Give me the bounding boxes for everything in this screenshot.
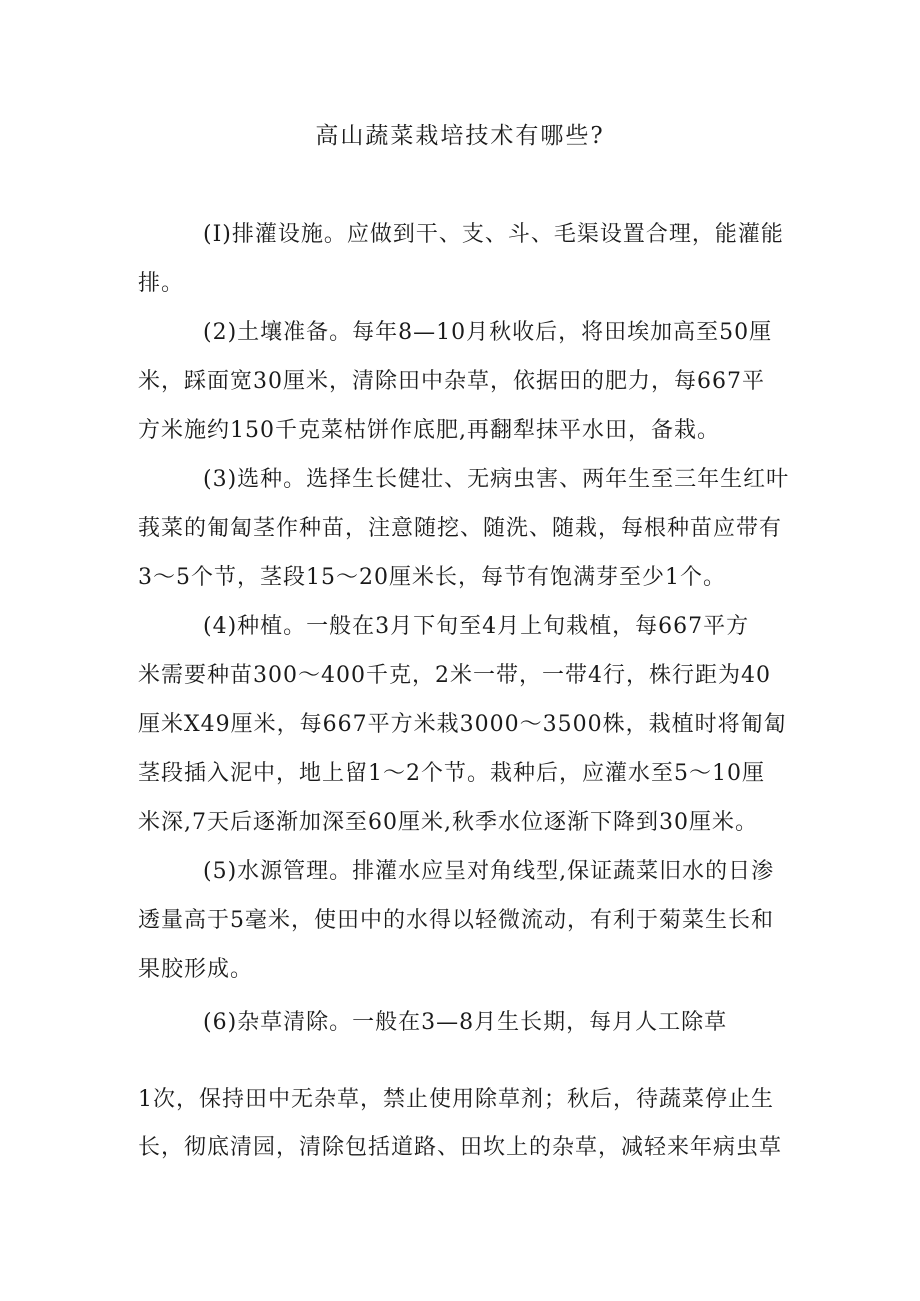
paragraph-6-line-3: 长，彻底清园，清除包括道路、田坎上的杂草，减轻来年病虫草 — [138, 1135, 783, 1160]
paragraph-3-line-3: 3～5个节，茎段15～20厘米长，每节有饱满芽至少1个。 — [138, 565, 726, 590]
paragraph-2-line-3: 方米施约150千克菜枯饼作底肥,再翻犁抹平水田，备栽。 — [138, 418, 720, 443]
paragraph-4-line-2: 米需要种苗300～400千克，2米一带，一带4行，株行距为40 — [138, 663, 771, 688]
paragraph-5-line-1: (5)水源管理。排灌水应呈对角线型,保证蔬菜旧水的日渗 — [203, 859, 775, 884]
paragraph-5-line-2: 透量高于5毫米，使田中的水得以轻微流动，有利于菊菜生长和 — [138, 908, 774, 933]
paragraph-3-line-1: (3)选种。选择生长健壮、无病虫害、两年生至三年生红叶 — [203, 467, 790, 492]
paragraph-6-line-2: 1次，保持田中无杂草，禁止使用除草剂；秋后，待蔬菜停止生 — [138, 1087, 774, 1112]
paragraph-4-line-4: 茎段插入泥中，地上留1～2个节。栽种后，应灌水至5～10厘 — [138, 761, 765, 786]
paragraph-3-line-2: 莪菜的匍匐茎作种苗，注意随挖、随洗、随栽，每根种苗应带有 — [138, 516, 783, 541]
paragraph-5-line-3: 果胶形成。 — [138, 957, 254, 982]
paragraph-4-line-1: (4)种植。一般在3月下旬至4月上旬栽植，每667平方 — [203, 614, 750, 639]
paragraph-4-line-3: 厘米X49厘米，每667平方米栽3000～3500株，栽植时将匍匐 — [138, 712, 787, 737]
paragraph-4-line-5: 米深,7天后逐渐加深至60厘米,秋季水位逐渐下降到30厘米。 — [138, 810, 758, 835]
paragraph-2-line-1: (2)土壤准备。每年8—10月秋收后，将田埃加高至50厘 — [203, 320, 773, 345]
paragraph-2-line-2: 米，踩面宽30厘米，清除田中杂草，依据田的肥力，每667平 — [138, 369, 765, 394]
document-title: 高山蔬菜栽培技术有哪些? — [315, 123, 605, 149]
paragraph-1-line-1: (I)排灌设施。应做到干、支、斗、毛渠设置合理，能灌能 — [203, 222, 784, 247]
paragraph-6-line-1: (6)杂草清除。一般在3—8月生长期，每月人工除草 — [203, 1010, 728, 1035]
paragraph-1-line-2: 排。 — [138, 271, 185, 296]
